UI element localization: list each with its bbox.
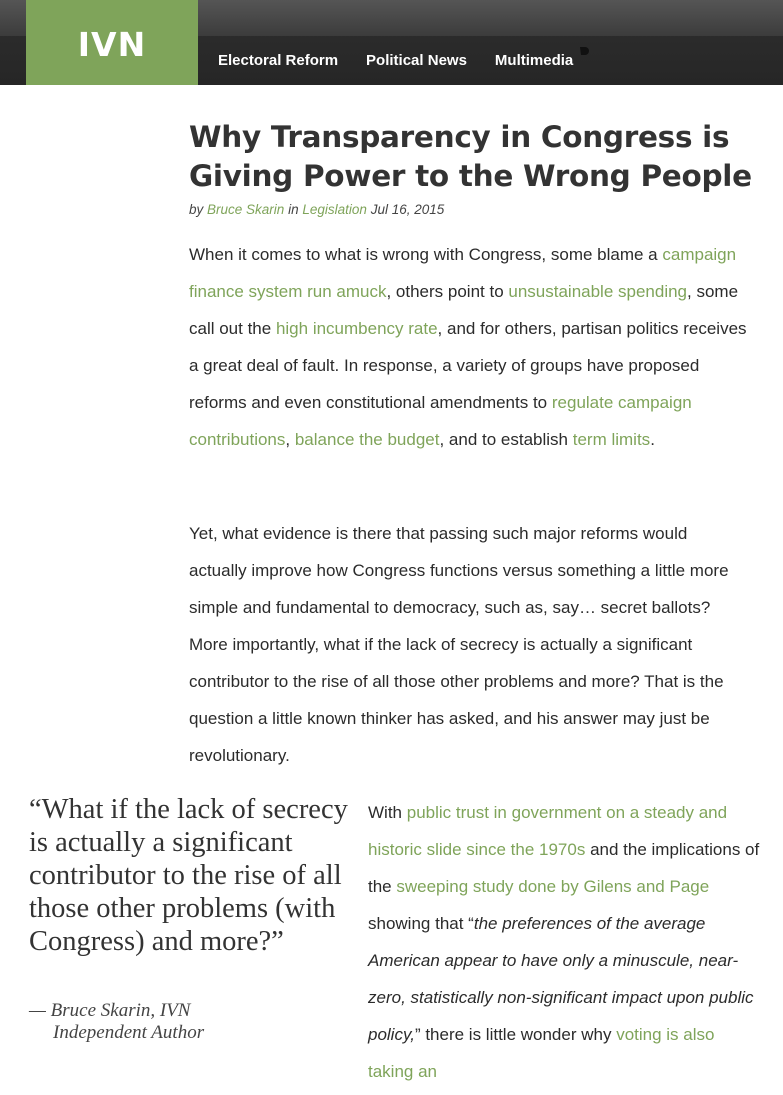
byline-by: by	[189, 202, 204, 217]
inline-link[interactable]: voting is also taking an	[368, 1025, 715, 1081]
paragraph-3	[368, 794, 760, 1090]
title-line-1: Why Transparency in Congress is	[189, 120, 730, 154]
inline-link[interactable]: public trust in government on a steady and historic slide since the 1970s	[368, 803, 728, 859]
text-run: , others point to	[386, 282, 509, 301]
nav-item-political-news[interactable]: Political News	[366, 52, 467, 69]
inline-link[interactable]: high incumbency rate	[275, 319, 438, 338]
text-run: ” there is little wonder why	[414, 1025, 617, 1044]
attribution-line-2: Independent Author	[53, 1022, 205, 1043]
inline-link[interactable]: balance the budget	[294, 430, 440, 449]
article-title	[189, 118, 759, 196]
paragraph-1	[189, 236, 749, 458]
text-run: When it comes to what is wrong with Congress, some blame a	[189, 245, 663, 264]
ivn-logo[interactable]	[26, 0, 198, 85]
text-run: , and to establish	[439, 430, 573, 449]
text-run: and the implications of the	[368, 840, 760, 896]
search-icon[interactable]	[578, 46, 590, 58]
nav-item-electoral-reform[interactable]: Electoral Reform	[218, 52, 339, 69]
text-run: showing that “	[368, 914, 474, 933]
byline	[189, 202, 444, 217]
inline-link[interactable]: term limits	[572, 430, 651, 449]
title-line-2: Giving Power to the Wrong People	[189, 159, 752, 193]
byline-in: in	[288, 202, 299, 217]
nav-item-multimedia[interactable]: Multimedia	[494, 52, 574, 69]
text-run: , and for others, partisan politics receives a great deal of fault. In response, a variety of groups have proposed reforms and even constitutional amendments to	[189, 319, 747, 412]
emphasized-quote: the preferences of the average American appear to have only a minuscule, near-zero, statistically non-significant impact upon public policy,	[368, 914, 754, 1044]
main-nav	[218, 52, 601, 69]
text-run: ,	[285, 430, 295, 449]
category-link[interactable]: Legislation	[302, 202, 367, 217]
inline-link[interactable]: sweeping study done by Gilens and Page	[396, 877, 710, 896]
inline-link[interactable]: campaign finance system run amuck	[189, 245, 737, 301]
attribution-line-1: — Bruce Skarin, IVN	[29, 1000, 191, 1021]
paragraph-2: Yet, what evidence is there that passing such major reforms would actually improve how Congress functions versus something a little more simple and fundamental to democracy, such as, say… secret ballots? More importantly, what if the lack of secrecy is actually a significant contributor to the rise of all those other problems and more? That is the question a little known thinker has asked, and his answer may just be revolutionary.	[189, 524, 729, 765]
inline-link[interactable]: unsustainable spending	[508, 282, 688, 301]
pull-quote-attribution	[29, 1000, 349, 1044]
text-run: .	[650, 430, 655, 449]
inline-link[interactable]: regulate campaign contributions	[189, 393, 692, 449]
text-run: , some call out the	[189, 282, 739, 338]
text-run: With	[368, 803, 407, 822]
publish-date: Jul 16, 2015	[370, 202, 445, 217]
logo-text: IVN	[77, 25, 147, 64]
author-link[interactable]: Bruce Skarin	[207, 202, 285, 217]
pull-quote: “What if the lack of secrecy is actually a significant contributor to the rise of all those other problems (with Congress) and more?”	[29, 794, 348, 957]
